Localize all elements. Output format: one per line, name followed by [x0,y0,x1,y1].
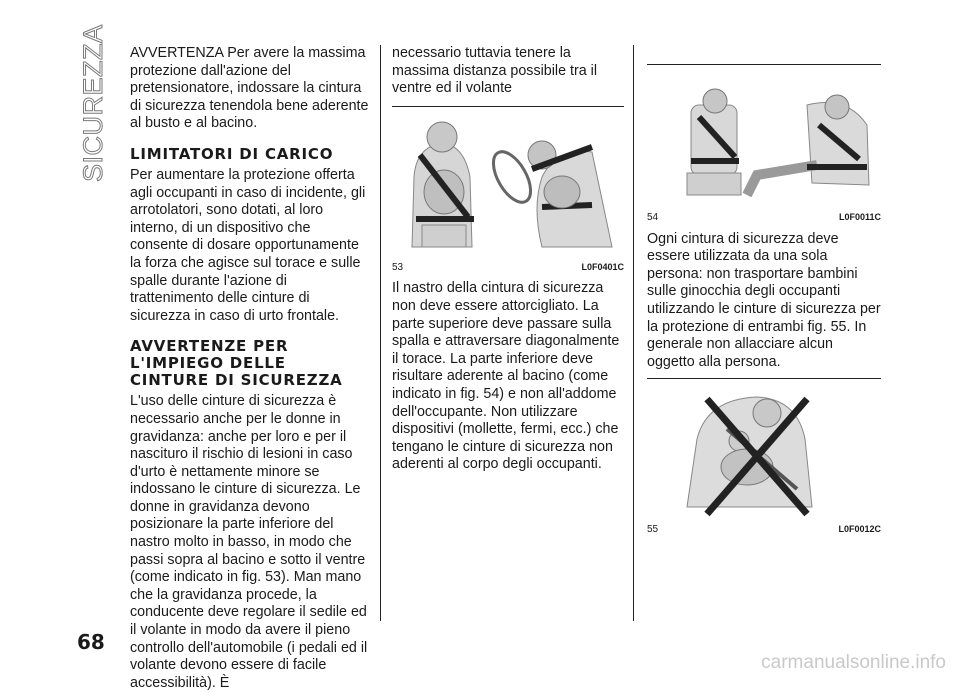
paragraph-steering-distance: necessario tuttavia tenere la massima distanza possibile tra il ventre ed il volante [392,45,598,97]
column-divider [633,45,634,621]
section-tab [78,24,118,182]
column-1 [130,45,370,692]
figure-55-caption [647,521,881,543]
heading-warnings: AVVERTENZE PER L'IMPIEGO DELLE CINTURE DI SICUREZZA [130,337,343,390]
prohibited-child-on-lap-illustration [647,379,881,519]
pregnant-woman-seatbelt-illustration [392,107,624,257]
paragraph-load-limiters: Per aumentare la protezione offerta agli occupanti in caso di incidente, gli arrotolatori, sono dotati, al loro interno, di un dispositivo che consente di dosare opportunamente la forza che agisce sul torace e sulle spalle durante l'azione di trattenimento delle cinture di sicurezza in caso di urto frontale. [130,166,366,324]
watermark: carmanualsonline.info [761,652,946,673]
figure-code: L0F0012C [838,524,881,535]
heading-load-limiters: LIMITATORI DI CARICO [130,144,334,163]
column-2 [392,45,624,474]
figure-number: 55 [647,524,659,536]
figure-code: L0F0011C [838,212,881,222]
figure-54 [647,64,881,231]
figure-53 [392,106,624,281]
figure-53-caption [392,259,624,281]
figure-number: 54 [647,212,659,223]
figure-54-caption [647,209,881,231]
warning-intro: AVVERTENZA Per avere la massima protezione dall'azione del pretensionatore, indossare la cintura di sicurezza tenendola bene aderente al busto e al bacino. [130,45,369,132]
paragraph-belt-routing: Il nastro della cintura di sicurezza non deve essere attorcigliato. La parte superiore deve passare sulla spalla e attraversare diagonalmente il torace. La parte inferiore deve risultare aderente al bacino (come indicato in fig. 54) e non all'addome dell'occupante. Non utilizzare dispositivi (mollette, fermi, ecc.) che tengano le cinture di sicurezza non aderenti al corpo degli occupanti. [392,280,620,473]
figure-code: L0F0401C [581,261,624,272]
figure-55 [647,378,881,543]
paragraph-warnings: L'uso delle cinture di sicurezza è necessario anche per le donne in gravidanza: anche per loro e per il nascituro il rischio di lesioni in caso d'urto è nettamente minore se indossano le cinture di sicurezza. Le donne in gravidanza devono posizionare la parte inferiore del nastro molto in basso, in modo che passi sopra al bacino e sotto il ventre (come indicato in fig. 53). Man mano che la gravidanza procede, la conducente deve regolare il sedile ed il volante in modo da avere il pieno controllo dell'automobile (i pedali ed il volante devono essere di facile accessibilità). È [130,393,368,691]
paragraph-one-person: Ogni cintura di sicurezza deve essere utilizzata da una sola persona: non trasportare bambini sulle ginocchia degli occupanti utilizzando le cinture di sicurezza per la protezione di entrambi fig. 55. In generale non allacciare alcun oggetto alla persona. [647,230,881,370]
correct-belt-position-illustration [647,65,881,207]
column-divider [380,45,381,621]
figure-number: 53 [392,261,404,273]
page-number: 68 [77,630,105,654]
column-3 [647,45,881,543]
section-tab-label: SICUREZZA [78,24,108,182]
